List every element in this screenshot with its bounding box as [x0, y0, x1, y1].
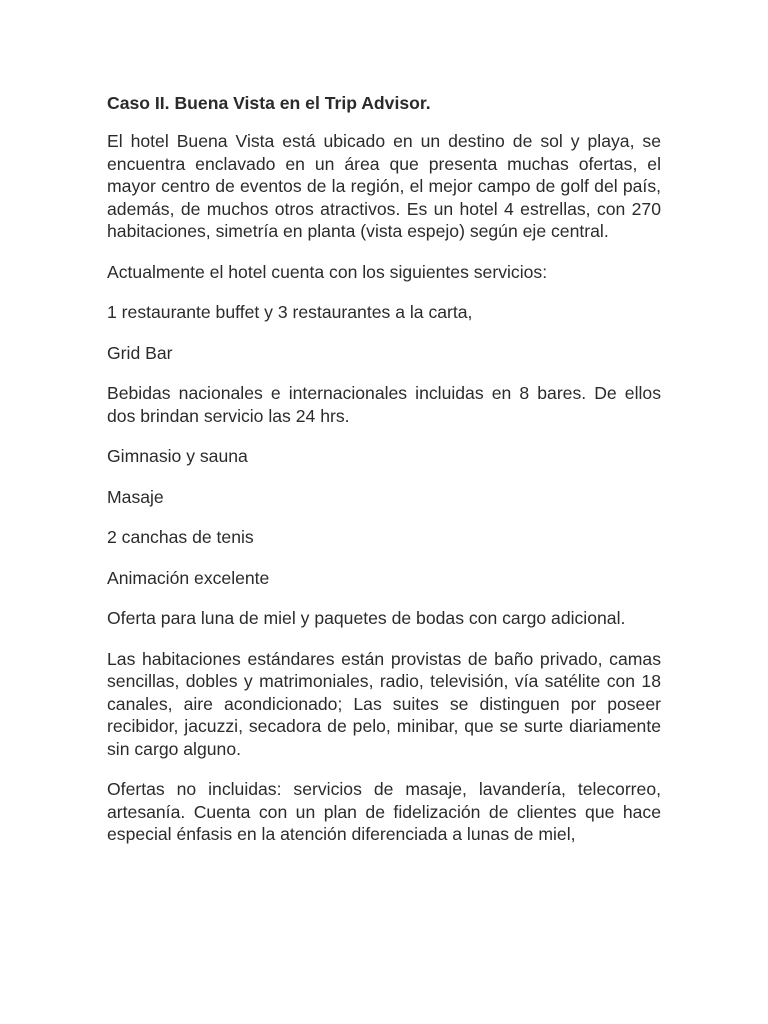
paragraph-rooms: Las habitaciones estándares están provistas de baño privado, camas sencillas, dobles y matrimoniales, radio, televisión, vía satélite con 18 canales, aire acondicionado; Las suites se distinguen por poseer recibidor, jacuzzi, secadora de pelo, minibar, que se surte diariamente sin cargo alguno.	[107, 648, 661, 759]
paragraph-animation: Animación excelente	[107, 567, 270, 588]
paragraph-drinks: Bebidas nacionales e internacionales incluidas en 8 bares. De ellos dos brindan servicio las 24 hrs.	[107, 383, 661, 426]
paragraph-tennis: 2 canchas de tenis	[107, 527, 254, 547]
paragraph-massage: Masaje	[107, 486, 164, 507]
paragraph-restaurants: 1 restaurante buffet y 3 restaurantes a la carta,	[107, 302, 473, 322]
paragraph-hotel-description: El hotel Buena Vista está ubicado en un destino de sol y playa, se encuentra enclavado en un área que presenta muchas ofertas, el mayor centro de eventos de la región, el mejor campo de golf del país, además, de muchos otros atractivos. Es un hotel 4 estrellas, con 270 habitaciones, simetría en planta (vista espejo) según eje central.	[107, 131, 661, 241]
document-page	[107, 92, 661, 864]
paragraph-services-intro: Actualmente el hotel cuenta con los siguientes servicios:	[107, 261, 548, 282]
paragraph-offers: Ofertas no incluidas: servicios de masaje, lavandería, telecorreo, artesanía. Cuenta con un plan de fidelización de clientes que hace especial énfasis en la atención diferenciada a lunas de miel,	[107, 779, 661, 844]
paragraph-gym: Gimnasio y sauna	[107, 446, 248, 466]
document-title: Caso II. Buena Vista en el Trip Advisor.	[107, 93, 431, 113]
paragraph-honeymoon: Oferta para luna de miel y paquetes de bodas con cargo adicional.	[107, 608, 626, 628]
paragraph-grid-bar: Grid Bar	[107, 342, 173, 363]
